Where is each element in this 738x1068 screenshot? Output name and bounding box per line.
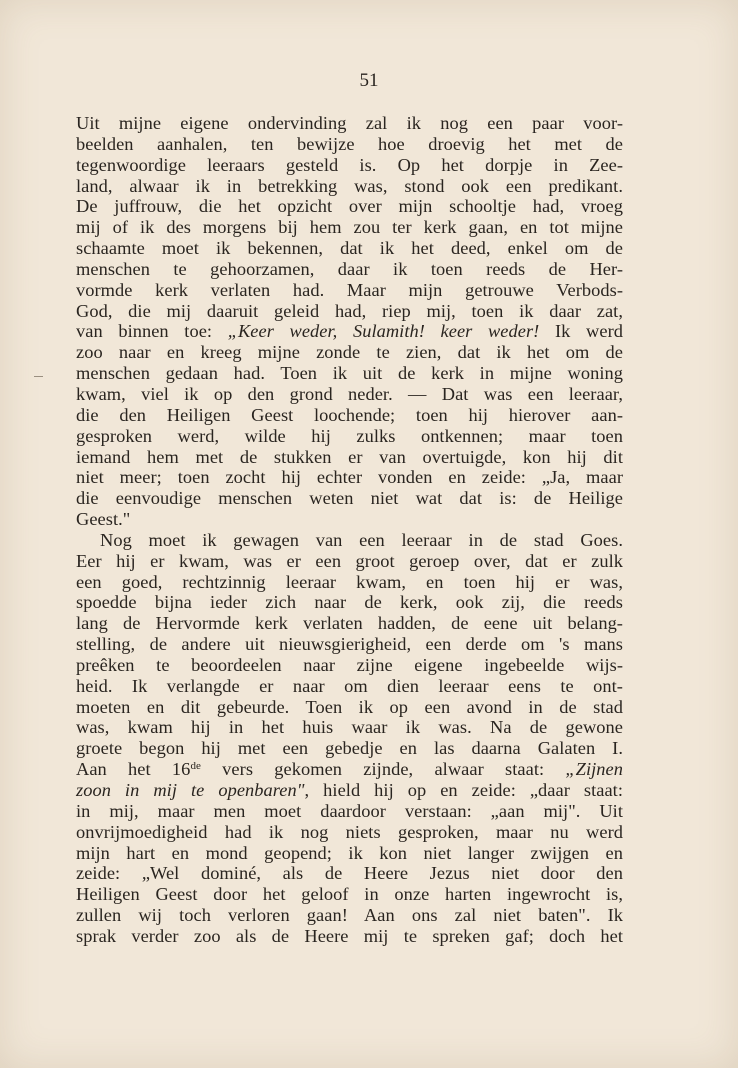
text-line <box>76 592 623 613</box>
text-line <box>76 280 623 301</box>
text-line <box>76 488 623 509</box>
text-segment: tegenwoordige leeraars gesteld is. Op het dorpje in Zee- <box>76 154 623 175</box>
text-line <box>76 321 623 342</box>
text-segment: sprak verder zoo als de Heere mij te spreken gaf; doch het <box>76 925 623 946</box>
text-segment: die den Heiligen Geest loochende; toen hij hierover aan- <box>76 404 623 425</box>
text-segment: Nog moet ik gewagen van een leeraar in de stad Goes. <box>100 529 623 550</box>
text-segment: menschen te gehoorzamen, daar ik toen reeds de Her- <box>76 258 623 279</box>
text-segment: land, alwaar ik in betrekking was, stond ook een predikant. <box>76 175 623 196</box>
margin-mark <box>34 376 43 377</box>
text-line <box>76 363 623 384</box>
text-line <box>76 384 623 405</box>
text-segment: zullen wij toch verloren gaan! Aan ons zal niet baten". Ik <box>76 905 623 926</box>
text-segment: Eer hij er kwam, was er een groot geroep over, dat er zulk <box>76 550 623 571</box>
body-text <box>76 113 623 947</box>
text-segment: zeide: „Wel dominé, als de Heere Jezus niet door den <box>76 863 623 884</box>
text-line <box>76 613 623 634</box>
text-segment: beelden aanhalen, ten bewijze hoe droevig het met de <box>76 133 623 154</box>
text-line <box>76 155 623 176</box>
text-line <box>76 113 623 134</box>
text-line <box>76 134 623 155</box>
text-segment: in mij, maar men moet daardoor verstaan: „aan mij". Uit <box>76 800 623 821</box>
text-segment: Aan het 16 <box>76 759 191 780</box>
text-line <box>76 426 623 447</box>
text-line <box>76 530 623 551</box>
text-segment: Geest." <box>76 509 131 530</box>
text-segment: Ik werd <box>539 321 623 342</box>
text-segment: De juffrouw, die het opzicht over mijn schooltje had, vroeg <box>76 196 623 217</box>
text-line <box>76 301 623 322</box>
text-segment: lang de Hervormde kerk verlaten hadden, de eene uit belang- <box>76 613 623 634</box>
text-segment: heid. Ik verlangde er naar om dien leeraar eens te ont- <box>76 675 623 696</box>
text-segment: die eenvoudige menschen weten niet wat dat is: de Heilige <box>76 488 623 509</box>
text-line <box>76 905 623 926</box>
text-line <box>76 509 623 530</box>
text-segment: vormde kerk verlaten had. Maar mijn getrouwe Verbods- <box>76 279 623 300</box>
superscript-text: de <box>190 760 201 773</box>
text-line <box>76 780 623 801</box>
text-segment: schaamte moet ik bekennen, dat ik het deed, enkel om de <box>76 238 623 259</box>
text-segment: onvrijmoedigheid had ik nog niets gesproken, maar nu werd <box>76 821 623 842</box>
text-segment: Uit mijne eigene ondervinding zal ik nog een paar voor- <box>76 113 623 133</box>
text-line <box>76 196 623 217</box>
text-line <box>76 238 623 259</box>
text-line <box>76 801 623 822</box>
text-segment: kwam, viel ik op den grond neder. — Dat was een leeraar, <box>76 383 623 404</box>
text-line <box>76 863 623 884</box>
text-segment: was, kwam hij in het huis waar ik was. Na de gewone <box>76 717 623 738</box>
italic-text: „Zijnen <box>565 759 623 780</box>
text-line <box>76 551 623 572</box>
text-line <box>76 447 623 468</box>
text-segment: een goed, rechtzinnig leeraar kwam, en toen hij er was, <box>76 571 623 592</box>
text-line <box>76 884 623 905</box>
text-segment: groete begon hij met een gebedje en las daarna Galaten I. <box>76 738 623 759</box>
text-line <box>76 738 623 759</box>
text-line <box>76 676 623 697</box>
text-line <box>76 405 623 426</box>
text-line <box>76 759 623 780</box>
text-line <box>76 634 623 655</box>
text-segment: vers gekomen zijnde, alwaar staat: <box>200 759 566 780</box>
text-segment: gesproken werd, wilde hij zulks ontkennen; maar toen <box>76 425 623 446</box>
text-segment: stelling, de andere uit nieuwsgierigheid, een derde om 's mans <box>76 634 623 655</box>
text-segment: mij of ik des morgens bij hem zou ter kerk gaan, en tot mijne <box>76 217 623 238</box>
text-segment: van binnen toe: <box>76 321 228 342</box>
italic-text: zoon in mij te openbaren" <box>76 780 305 800</box>
text-segment: God, die mij daaruit geleid had, riep mij, toen ik daar zat, <box>76 300 623 321</box>
text-line <box>76 717 623 738</box>
text-line <box>76 926 623 947</box>
text-line <box>76 843 623 864</box>
text-line <box>76 822 623 843</box>
text-line <box>76 342 623 363</box>
text-segment: spoedde bijna ieder zich naar de kerk, ook zij, die reeds <box>76 592 623 613</box>
text-segment: menschen gedaan had. Toen ik uit de kerk in mijne woning <box>76 363 623 384</box>
text-segment: preêken te beoordeelen naar zijne eigene ingebeelde wijs- <box>76 654 623 675</box>
text-segment: mijn hart en mond geopend; ik kon niet langer zwijgen en <box>76 842 623 863</box>
text-segment: moeten en dit gebeurde. Toen ik op een avond in de stad <box>76 696 623 717</box>
text-line <box>76 467 623 488</box>
text-segment: zoo naar en kreeg mijne zonde te zien, dat ik het om de <box>76 342 623 363</box>
text-line <box>76 259 623 280</box>
page-number: 51 <box>359 70 379 91</box>
text-segment: , hield hij op en zeide: „daar staat: <box>304 780 624 800</box>
text-segment: niet meer; toen zocht hij echter vonden en zeide: „Ja, maar <box>76 467 623 488</box>
text-line <box>76 176 623 197</box>
text-segment: Heiligen Geest door het geloof in onze harten ingewrocht is, <box>76 884 623 905</box>
text-segment: iemand hem met de stukken er van overtuigde, kon hij dit <box>76 446 623 467</box>
text-line <box>76 572 623 593</box>
text-line <box>76 697 623 718</box>
text-line <box>76 217 623 238</box>
italic-text: „Keer weder, Sulamith! keer weder! <box>227 321 540 342</box>
text-line <box>76 655 623 676</box>
